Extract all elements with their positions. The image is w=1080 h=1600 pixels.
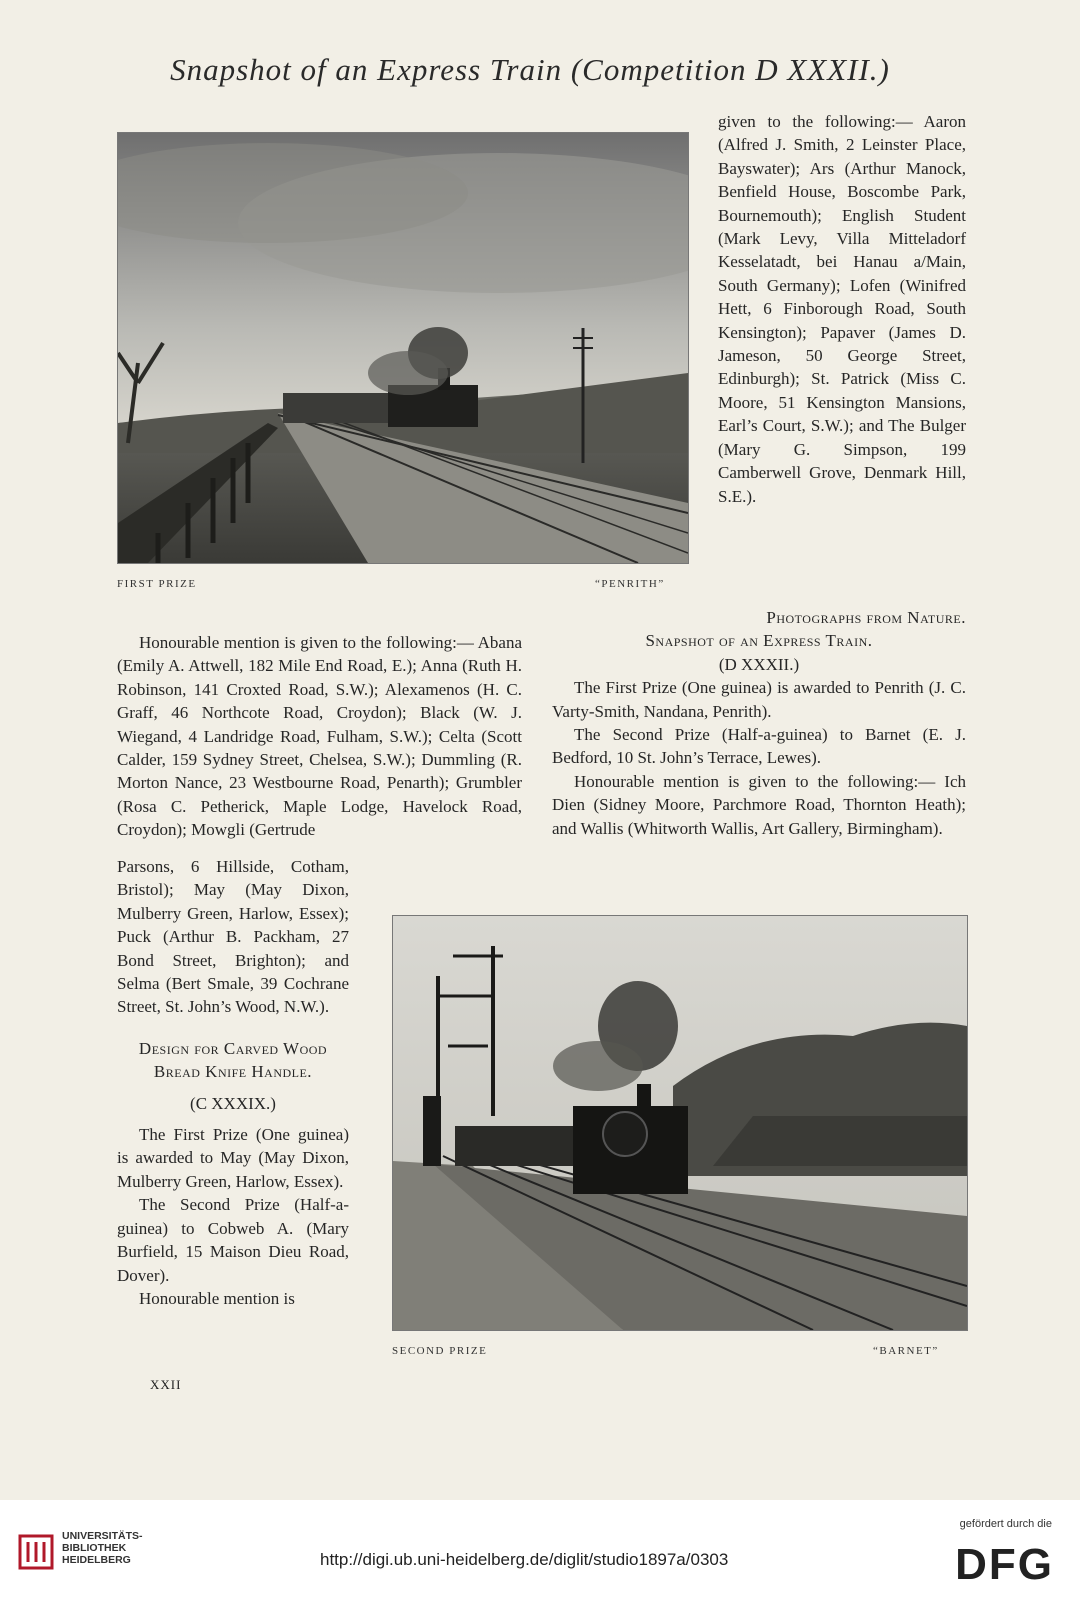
page-number: XXII [150, 1377, 182, 1392]
source-url-link[interactable]: http://digi.ub.uni-heidelberg.de/diglit/studio1897a/0303 [320, 1550, 729, 1569]
right-top-text: given to the following:— Aaron (Alfred J. Smith, 2 Leinster Place, Bayswater); Ars (Arthur Manock, Benfield House, Boscombe Park, Bournemouth); English Student (Mark Levy, Villa Mitteladorf Kesselatadt, bei Hanau a/Main, South Germany); Lofen (Winifred Hett, 6 Finborough Road, South Kensington); Papaver (James D. Jameson, 50 George Street, Edinburgh); St. Patrick (Miss C. Moore, 51 Kensington Mansions, Earl’s Court, S.W.); and The Bulger (Mary G. Simpson, 199 Camberwell Grove, Denmark Hill, S.E.). [718, 112, 966, 506]
digitization-footer [0, 1500, 1080, 1600]
design-honourable: Honourable mention is [139, 1288, 295, 1308]
library-name-line-1: UNIVERSITÄTS- [62, 1530, 143, 1542]
photo-second-prize: The Second Prize (Half-a-guinea) to Barnet (E. J. Bedford, 10 St. John’s Terrace, Lewes). [552, 725, 966, 768]
library-name-line-3: HEIDELBERG [62, 1554, 131, 1566]
second-prize-photo [392, 915, 968, 1331]
honourable-list-cont: Parsons, 6 Hillside, Cotham, Bristol); May (May Dixon, Mulberry Green, Harlow, Essex); Puck (Arthur B. Packham, 27 Bond Street, Brighton); and Selma (Bert Smale, 39 Cochrane Street, St. John’s Wood, N.W.). [117, 857, 349, 1017]
university-library-logo-icon [18, 1534, 54, 1570]
first-prize-photo [117, 132, 689, 564]
page-title: Snapshot of an Express Train (Competition D XXXII.) [170, 52, 890, 87]
competition-heading: Snapshot of an Express Train. [645, 631, 873, 651]
second-prize-caption: SECOND PRIZE [392, 1345, 488, 1357]
library-name [62, 1530, 143, 1566]
train-photo-barnet [393, 916, 967, 1330]
left-mid-column [117, 631, 522, 842]
honourable-list-left: Honourable mention is given to the following:— Abana (Emily A. Attwell, 182 Mile End Road, E.); Anna (Ruth H. Robinson, 141 Croxted Road, S.W.); Alexamenos (H. C. Graff, 46 Northcote Road, Croydon); Black (W. J. Wiegand, 4 Landridge Road, Fulham, S.W.); Celta (Scott Calder, 159 Sydney Street, Chelsea, S.W.); Dummling (R. Morton Nance, 23 Westbourne Road, Penarth); Grumbler (Rosa C. Petherick, Maple Lodge, Havelock Road, Croydon); Mowgli (Gertrude [117, 633, 522, 840]
first-prize-caption: FIRST PRIZE [117, 578, 197, 590]
right-top-column [718, 110, 966, 508]
library-name-line-2: BIBLIOTHEK [62, 1542, 127, 1554]
right-mid-column [552, 606, 966, 840]
design-second-prize: The Second Prize (Half-a-guinea) to Cobweb A. (Mary Burfield, 15 Maison Dieu Road, Dover). [117, 1195, 349, 1285]
photo-honourable: Honourable mention is given to the following:— Ich Dien (Sidney Moore, Parchmore Road, Thornton Heath); and Wallis (Whitworth Wallis, Art Gallery, Birmingham). [552, 771, 966, 838]
competition-code: (D XXXII.) [718, 654, 800, 674]
design-code: (C XXXIX.) [190, 1093, 276, 1113]
design-heading-2: Bread Knife Handle. [153, 1062, 313, 1082]
train-photo-penrith [118, 133, 688, 563]
penrith-caption: “PENRITH” [595, 578, 665, 590]
left-narrow-column [117, 855, 349, 1310]
funded-by-label: gefördert durch die [959, 1518, 1052, 1530]
dfg-logo: DFG [955, 1540, 1054, 1589]
design-first-prize: The First Prize (One guinea) is awarded to May (May Dixon, Mulberry Green, Harlow, Essex). [117, 1125, 349, 1191]
section-heading: Photographs from Nature. [766, 608, 966, 627]
design-heading-1: Design for Carved Wood [138, 1038, 328, 1058]
photo-first-prize: The First Prize (One guinea) is awarded to Penrith (J. C. Varty-Smith, Nandana, Penrith). [552, 678, 966, 721]
barnet-caption: “BARNET” [873, 1345, 939, 1357]
